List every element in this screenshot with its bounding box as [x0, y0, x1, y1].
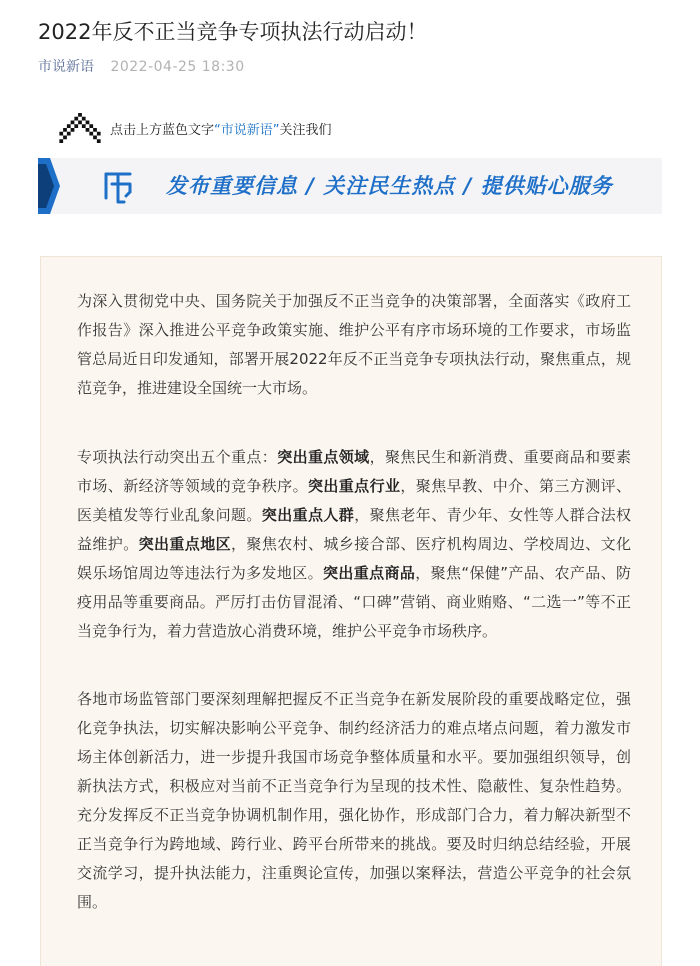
focus-area-bold: 突出重点领域	[277, 448, 370, 466]
account-name-link[interactable]: 市说新语	[38, 59, 94, 75]
focus-region-bold: 突出重点地区	[138, 535, 232, 553]
article-title: 2022年反不正当竞争专项执法行动启动！	[38, 20, 428, 44]
account-highlight[interactable]: “市说新语”	[214, 122, 280, 138]
publish-date: 2022-04-25 18:30	[110, 59, 245, 75]
focus-group-bold: 突出重点人群	[261, 506, 355, 524]
banner-slogan: 发布重要信息 / 关注民生热点 / 提供贴心服务	[166, 174, 613, 198]
focus-goods-bold: 突出重点商品	[322, 564, 416, 582]
follow-prompt	[58, 112, 332, 144]
slogan-banner	[38, 158, 662, 214]
follow-text: 点击上方蓝色文字“市说新语”关注我们	[110, 122, 332, 138]
article-meta	[38, 57, 245, 77]
paragraph-3: 各地市场监管部门要深刻理解把握反不正当竞争在新发展阶段的重要战略定位，强化竞争执法，切实解决影响公平竞争、制约经济活力的难点堵点问题，着力激发市场主体创新活力，进一步提升我国市场竞争整体质量和水平。要加强组织领导，创新执法方式，积极应对当前不正当竞争行为呈现的技术性、隐蔽性、复杂性趋势。充分发挥反不正当竞争协调机制作用，强化协作，形成部门合力，着力解决新型不正当竞争行为跨地域、跨行业、跨平台所带来的挑战。要及时归纳总结经验，开展交流学习，提升执法能力，注重舆论宣传，加强以案释法，营造公平竞争的社会氛围。	[77, 690, 631, 911]
pixel-arrow-icon	[58, 113, 102, 143]
paragraph-2: 专项执法行动突出五个重点：突出重点领域，聚焦民生和新消费、重要商品和要素市场、新经济等领域的竞争秩序。突出重点行业，聚焦早教、中介、第三方测评、医美植发等行业乱象问题。突出重点人群，聚焦老年、青少年、女性等人群合法权益维护。突出重点地区，聚焦农村、城乡接合部、医疗机构周边、学校周边、文化娱乐场馆周边等违法行为多发地区。突出重点商品，聚焦“保健”产品、农产品、防疫用品等重要商品。严厉打击仿冒混淆、“口碑”营销、商业贿赂、“二选一”等不正当竞争行为，着力营造放心消费环境，维护公平竞争市场秩序。	[77, 448, 631, 640]
paragraph-1: 为深入贯彻党中央、国务院关于加强反不正当竞争的决策部署，全面落实《政府工作报告》深入推进公平竞争政策实施、维护公平有序市场环境的工作要求，市场监管总局近日印发通知，部署开展2022年反不正当竞争专项执法行动，聚焦重点，规范竞争，推进建设全国统一大市场。	[77, 292, 631, 397]
focus-industry-bold: 突出重点行业	[307, 477, 401, 495]
shi-logo-icon	[102, 168, 136, 206]
article-content	[40, 256, 662, 966]
banner-arrow-icon	[38, 158, 60, 214]
